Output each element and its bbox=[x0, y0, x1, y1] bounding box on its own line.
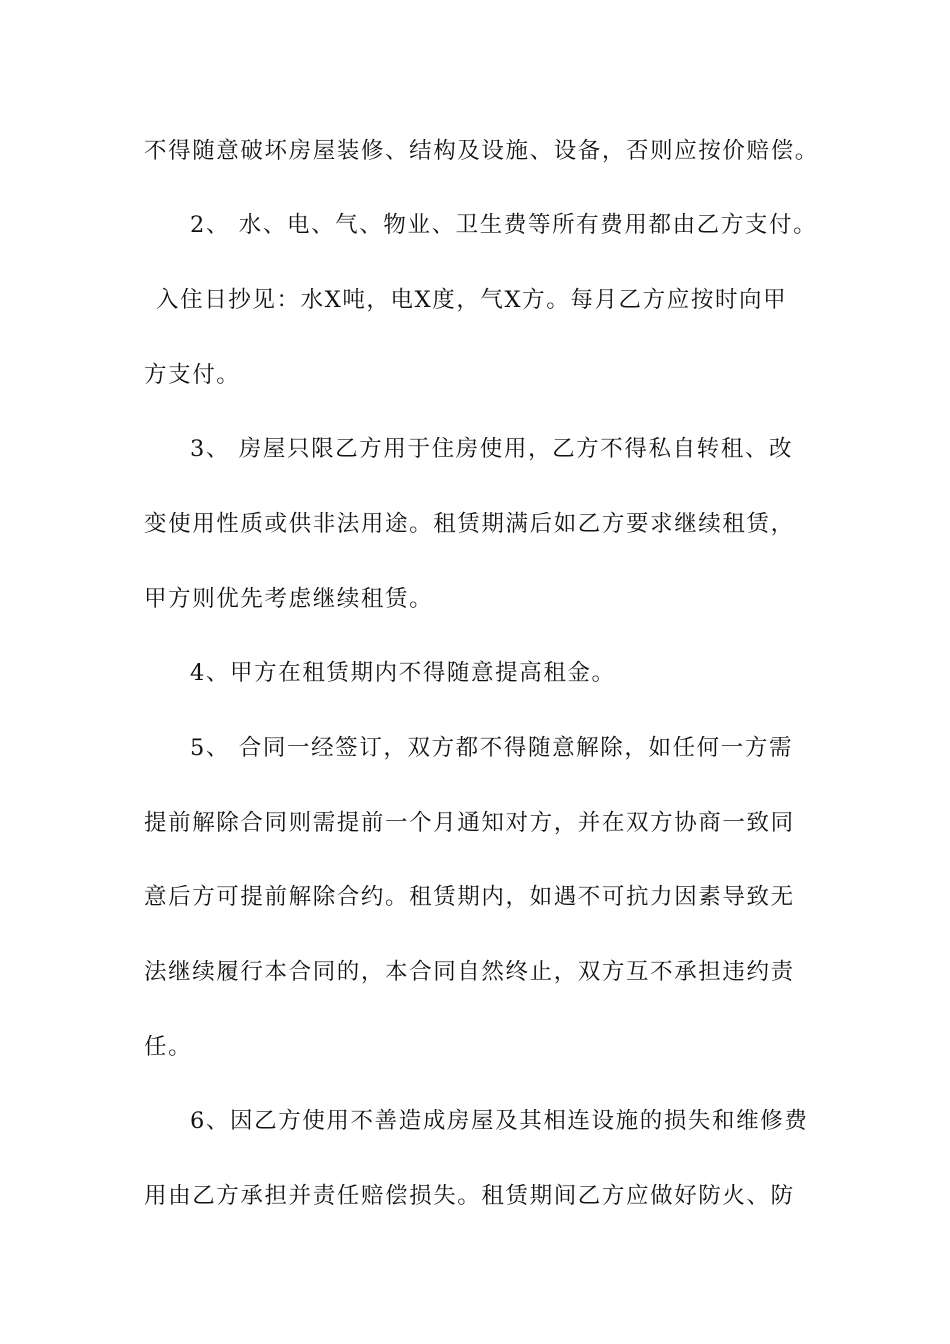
clause-2-line-3: 方支付。 bbox=[144, 362, 241, 388]
text-line-1: 不得随意破坏房屋装修、结构及设施、设备，否则应按价赔偿。 bbox=[144, 138, 819, 164]
clause-3-line-3: 甲方则优先考虑继续租赁。 bbox=[144, 586, 434, 612]
clause-4-line-1: 4、甲方在租赁期内不得随意提高租金。 bbox=[190, 660, 616, 686]
clause-2-line-2: 入住日抄见：水X吨，电X度，气X方。每月乙方应按时向甲 bbox=[156, 287, 788, 313]
clause-3-line-2: 变使用性质或供非法用途。租赁期满后如乙方要求继续租赁， bbox=[144, 511, 795, 537]
clause-3-line-1: 3、 房屋只限乙方用于住房使用，乙方不得私自转租、改 bbox=[190, 436, 794, 462]
clause-5-line-4: 法继续履行本合同的，本合同自然终止，双方互不承担违约责 bbox=[144, 959, 795, 985]
clause-6-line-1: 6、因乙方使用不善造成房屋及其相连设施的损失和维修费 bbox=[190, 1108, 809, 1134]
clause-5-line-1: 5、 合同一经签订，双方都不得随意解除，如任何一方需 bbox=[190, 735, 794, 761]
clause-5-line-2: 提前解除合同则需提前一个月通知对方，并在双方协商一致同 bbox=[144, 810, 795, 836]
clause-6-line-2: 用由乙方承担并责任赔偿损失。租赁期间乙方应做好防火、防 bbox=[144, 1183, 795, 1209]
clause-5-line-5: 任。 bbox=[144, 1034, 193, 1060]
clause-2-line-1: 2、 水、电、气、物业、卫生费等所有费用都由乙方支付。 bbox=[190, 212, 818, 238]
clause-5-line-3: 意后方可提前解除合约。租赁期内，如遇不可抗力因素导致无 bbox=[144, 884, 795, 910]
